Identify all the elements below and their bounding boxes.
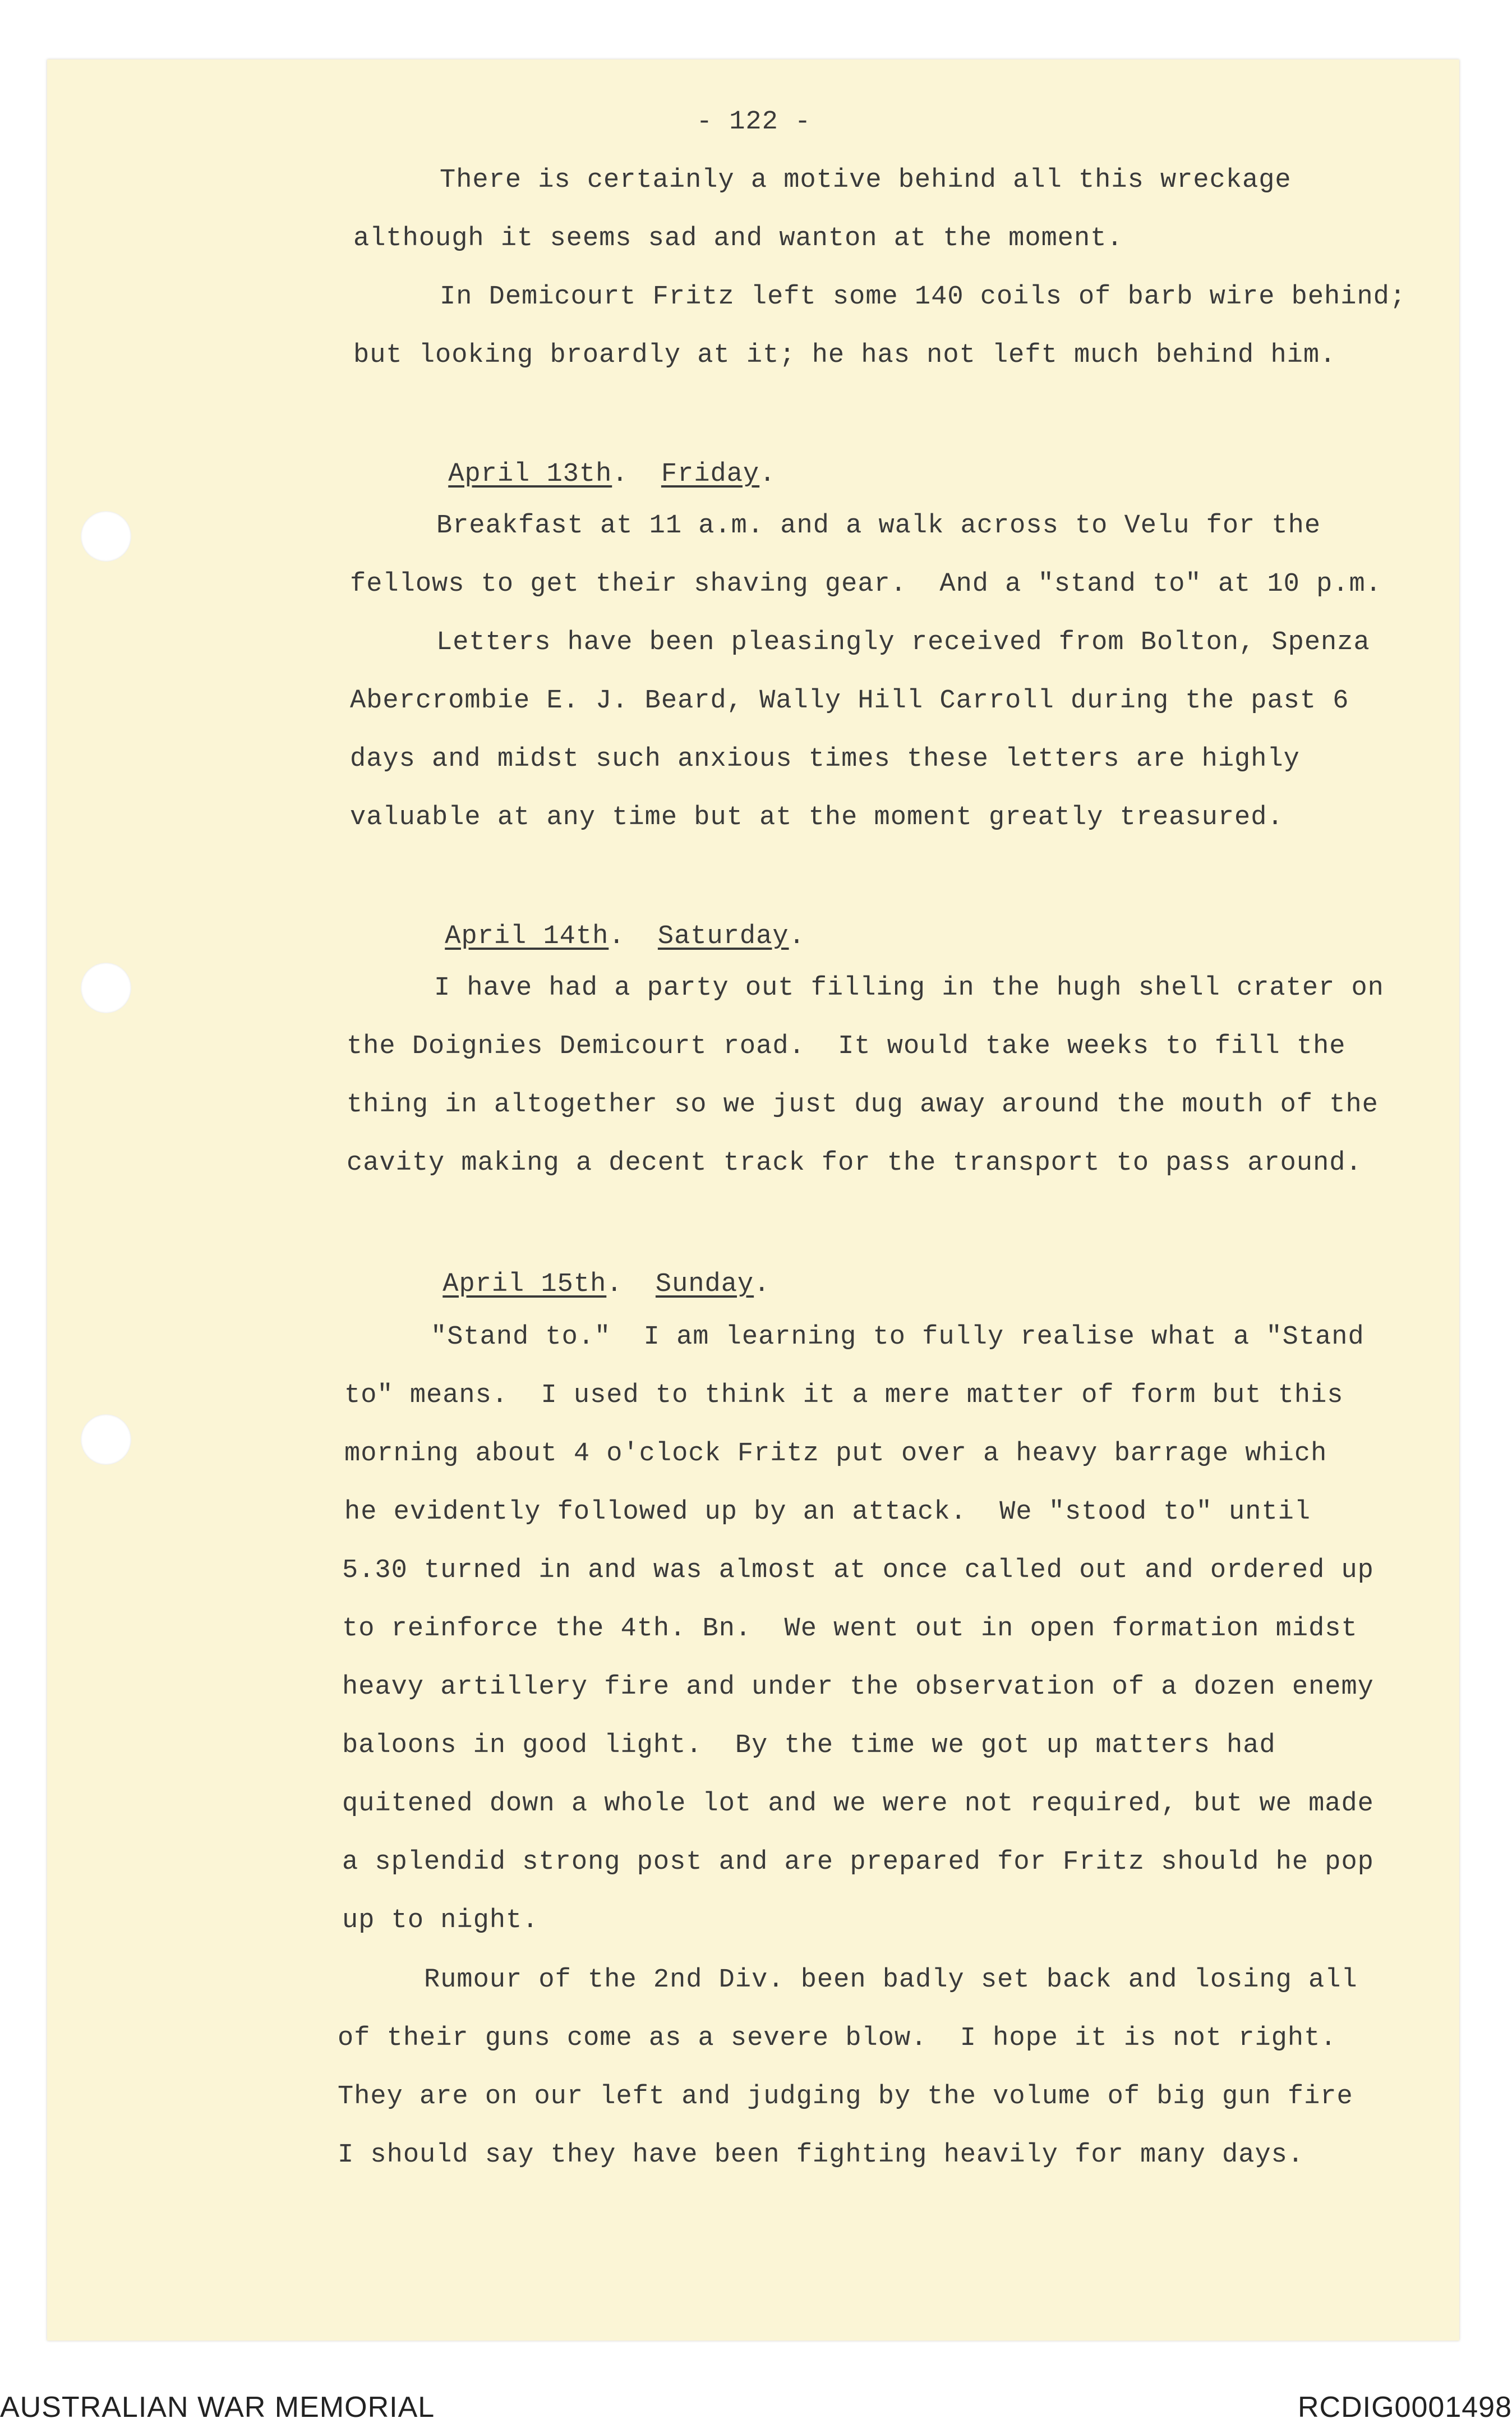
text-line: valuable at any time but at the moment greatly treasured. [350,803,1284,833]
text-line: Letters have been pleasingly received from Bolton, Spenza [436,628,1370,658]
entry-date: April 14th [445,922,609,951]
text-line: baloons in good light. By the time we got up matters had [342,1731,1276,1760]
text-line: Rumour of the 2nd Div. been badly set back and losing all [424,1965,1358,1995]
text-line: up to night. [342,1906,539,1936]
punch-hole [81,511,131,562]
text-line: heavy artillery fire and under the observation of a dozen enemy [342,1672,1374,1702]
footer-bar [0,2376,1512,2432]
text-line: of their guns come as a severe blow. I hope it is not right. [338,2024,1337,2053]
entry-heading: April 15th. Sunday. [442,1270,771,1299]
text-line: There is certainly a motive behind all this wreckage [440,165,1292,195]
text-line: I have had a party out filling in the hugh shell crater on [434,973,1384,1003]
text-line: thing in altogether so we just dug away around the mouth of the [347,1090,1379,1120]
text-line: the Doignies Demicourt road. It would take weeks to fill the [347,1032,1346,1061]
entry-heading: April 14th. Saturday. [445,922,805,951]
text-line: quitened down a whole lot and we were not required, but we made [342,1789,1374,1819]
text-line: In Demicourt Fritz left some 140 coils of barb wire behind; [440,282,1407,312]
entry-day: Sunday [655,1270,754,1299]
page-number: - 122 - [696,107,812,137]
text-line: to" means. I used to think it a mere matter of form but this [344,1381,1344,1410]
text-line: morning about 4 o'clock Fritz put over a heavy barrage which [344,1439,1327,1469]
text-line: Breakfast at 11 a.m. and a walk across to Velu for the [436,511,1321,541]
entry-date: April 13th [448,459,612,489]
entry-date: April 15th [442,1270,607,1299]
text-line: They are on our left and judging by the volume of big gun fire [338,2082,1353,2112]
text-line: fellows to get their shaving gear. And a "stand to" at 10 p.m. [350,569,1382,599]
punch-hole [81,1414,131,1465]
text-line: but looking broardly at it; he has not left much behind him. [353,341,1336,370]
punch-hole [81,963,131,1013]
archive-credit: AUSTRALIAN WAR MEMORIAL [0,2391,435,2424]
text-line: cavity making a decent track for the transport to pass around. [347,1148,1362,1178]
text-line: I should say they have been fighting heavily for many days. [338,2140,1304,2170]
text-line: days and midst such anxious times these letters are highly [350,744,1300,774]
entry-day: Friday [661,459,760,489]
text-line: to reinforce the 4th. Bn. We went out in open formation midst [342,1614,1358,1644]
document-id: RCDIG0001498 [1298,2391,1512,2424]
text-line: Abercrombie E. J. Beard, Wally Hill Carroll during the past 6 [350,686,1349,716]
document-page [47,59,1459,2341]
text-line: "Stand to." I am learning to fully realise what a "Stand [431,1322,1365,1352]
entry-heading: April 13th. Friday. [448,459,776,489]
entry-day: Saturday [657,922,789,951]
text-line: a splendid strong post and are prepared for Fritz should he pop [342,1847,1374,1877]
text-line: although it seems sad and wanton at the moment. [353,224,1123,254]
text-line: he evidently followed up by an attack. We "stood to" until [344,1497,1311,1527]
text-line: 5.30 turned in and was almost at once called out and ordered up [342,1556,1374,1585]
